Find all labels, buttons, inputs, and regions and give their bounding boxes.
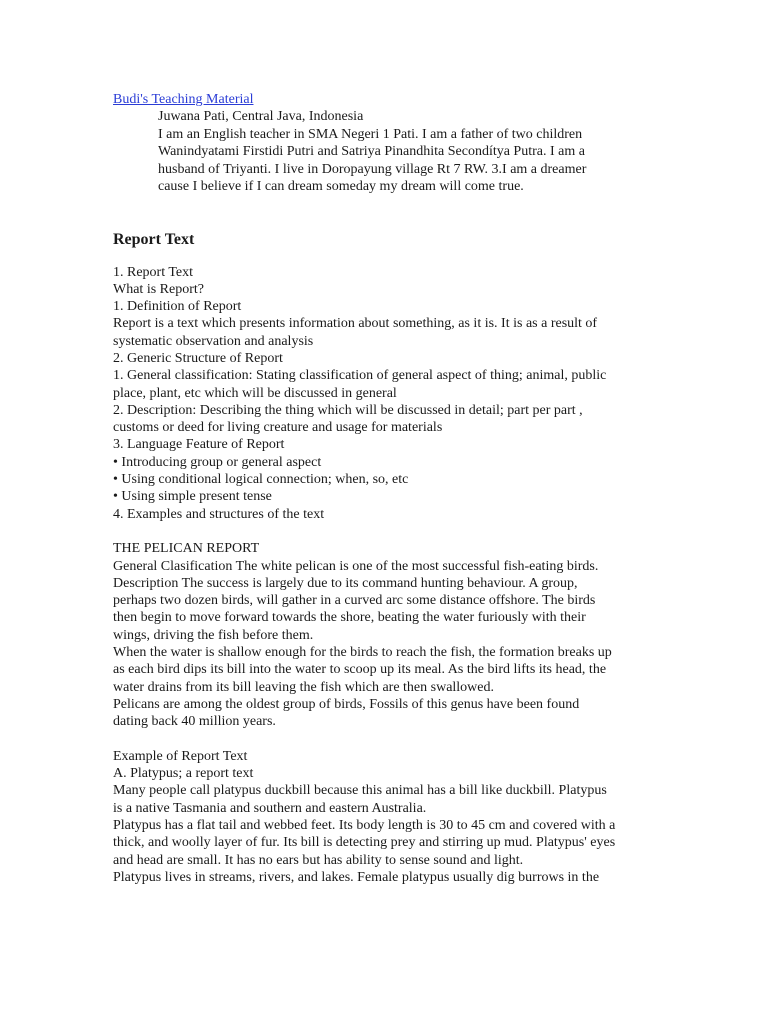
document-line: 2. Generic Structure of Report <box>113 350 283 366</box>
document-line: • Using conditional logical connection; when, so, etc <box>113 472 409 488</box>
document-line: place, plant, etc which will be discussed in general <box>113 385 397 401</box>
document-line: A. Platypus; a report text <box>113 766 254 782</box>
paragraph-gap <box>113 731 658 748</box>
document-line: Example of Report Text <box>113 748 248 764</box>
author-bio <box>158 108 658 196</box>
document-line: 2. Description: Describing the thing which will be discussed in detail; part per part , <box>113 402 583 418</box>
author-bio-line: cause I believe if I can dream someday my dream will come true. <box>158 179 524 194</box>
author-bio-line: husband of Triyanti. I live in Doropayung village Rt 7 RW. 3.I am a dreamer <box>158 161 587 177</box>
document-line: as each bird dips its bill into the water to scoop up its meal. As the bird lifts its head, the <box>113 662 607 678</box>
document-line: Platypus lives in streams, rivers, and lakes. Female platypus usually dig burrows in the <box>113 869 600 885</box>
author-bio-line: Wanindyatami Firstidi Putri and Satriya Pinandhita Secondítya Putra. I am a <box>158 144 585 159</box>
document-line: THE PELICAN REPORT <box>113 541 260 557</box>
document-line: 1. Definition of Report <box>113 299 242 315</box>
document-line: customs or deed for living creature and usage for materials <box>113 420 443 436</box>
document-line: 1. Report Text <box>113 264 194 280</box>
document-line: perhaps two dozen birds, will gather in a curved arc some distance offshore. The birds <box>113 593 596 609</box>
document-line: systematic observation and analysis <box>113 333 314 349</box>
document-line: • Introducing group or general aspect <box>113 454 322 470</box>
document-page <box>113 91 658 886</box>
paragraph-gap <box>113 523 658 540</box>
document-line: 1. General classification: Stating classification of general aspect of thing; animal, public <box>113 368 607 384</box>
document-line: is a native Tasmania and southern and eastern Australia. <box>113 800 427 816</box>
author-bio-line: I am an English teacher in SMA Negeri 1 Pati. I am a father of two children <box>158 126 583 142</box>
document-line: Pelicans are among the oldest group of birds, Fossils of this genus have been found <box>113 696 580 712</box>
document-line: and head are small. It has no ears but has ability to sense sound and light. <box>113 852 524 868</box>
document-line: What is Report? <box>113 281 204 297</box>
document-line: Report is a text which presents information about something, as it is. It is as a result of <box>113 316 598 332</box>
document-line: When the water is shallow enough for the birds to reach the fish, the formation breaks up <box>113 645 612 661</box>
document-line: Description The success is largely due to its command hunting behaviour. A group, <box>113 575 578 591</box>
document-line: Many people call platypus duckbill because this animal has a bill like duckbill. Platypus <box>113 783 607 799</box>
document-line: then begin to move forward towards the shore, beating the water furiously with their <box>113 610 586 626</box>
document-line: Platypus has a flat tail and webbed feet. Its body length is 30 to 45 cm and covered with a <box>113 818 616 833</box>
teaching-material-link[interactable]: Budi's Teaching Material <box>113 92 254 107</box>
document-line: 3. Language Feature of Report <box>113 437 285 453</box>
document-line: thick, and woolly layer of fur. Its bill is detecting prey and stirring up mud. Platypus' eyes <box>113 835 616 851</box>
document-title: Report Text <box>113 230 195 248</box>
document-line: water drains from its bill leaving the fish which are then swallowed. <box>113 679 495 695</box>
document-body <box>113 264 658 887</box>
document-line: • Using simple present tense <box>113 489 272 505</box>
document-line: General Clasification The white pelican is one of the most successful fish-eating birds. <box>113 558 599 574</box>
document-line: wings, driving the fish before them. <box>113 627 314 643</box>
document-line: 4. Examples and structures of the text <box>113 506 325 522</box>
author-location: Juwana Pati, Central Java, Indonesia <box>158 109 364 124</box>
document-line: dating back 40 million years. <box>113 714 276 730</box>
